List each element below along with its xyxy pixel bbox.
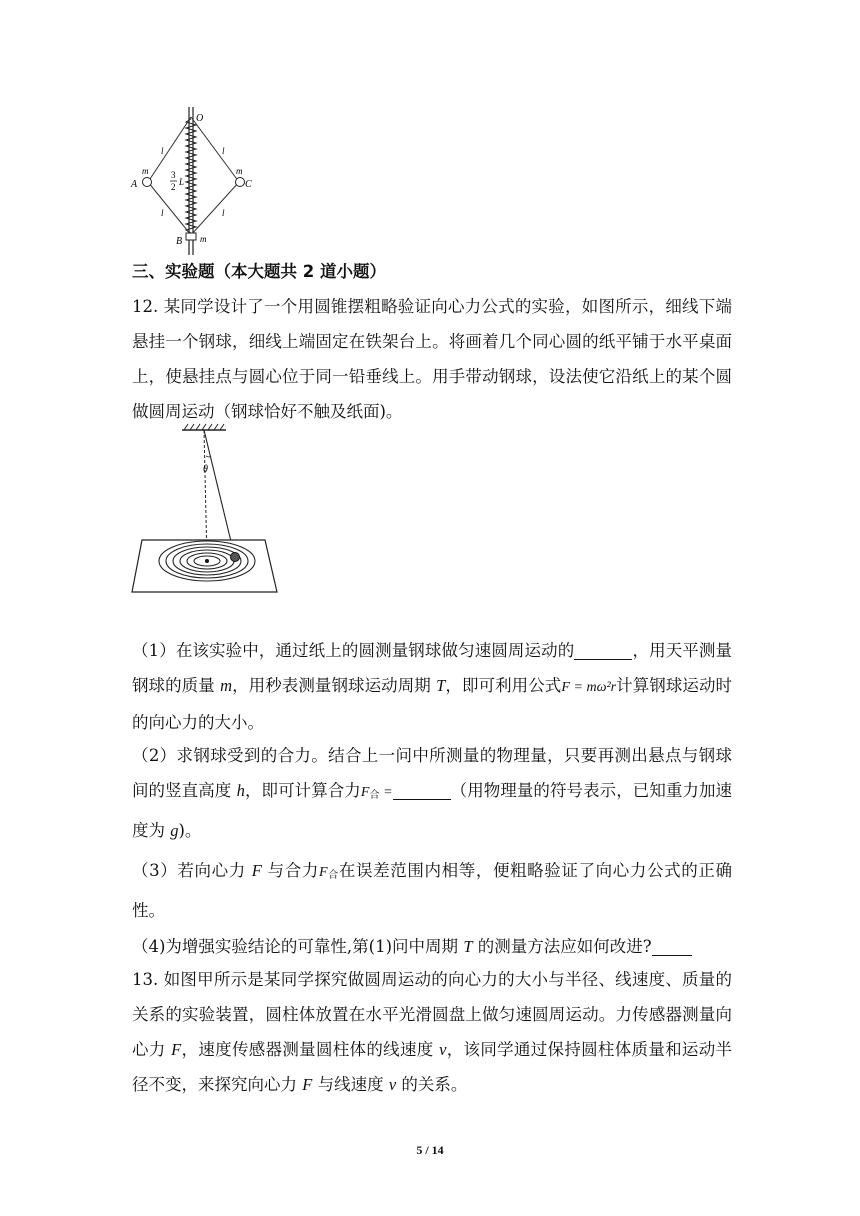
ball-a [143,178,152,187]
answer-blank-2[interactable] [393,781,451,800]
q12-p3-text-a: （3）若向心力 [132,861,252,880]
symbol-m: m [220,676,233,695]
q12-part3 [132,853,732,928]
symbol-v: v [439,1040,447,1059]
q13-text-d: 与线速度 [312,1075,389,1094]
steel-ball [231,553,240,562]
q13-text-b: ，速度传感器测量圆柱体的线速度 [181,1040,440,1059]
slider-b [186,233,196,240]
centripetal-formula: F = mω²r [561,680,617,695]
symbol-F-q13-2: F [302,1075,313,1094]
q12-p3-text-c: 在误差范围内相等，便粗略验证了向心力公式的正确性。 [132,861,733,920]
q12-p2-text-c: （用物理量的符号表示，已知重力加速度为 [132,781,733,840]
symbol-T: T [436,676,446,695]
subscript-net: 合 [369,790,380,801]
q13-text-a: 13. 如图甲所示是某同学探究做圆周运动的向心力的大小与半径、线速度、质量的关系的实验装置，圆柱体放置在水平光滑圆盘上做匀速圆周运动。力传感器测量向心力 [132,970,732,1059]
subscript-net-2: 合 [327,870,339,881]
symbol-h: h [236,781,245,800]
label-m-bottom: m [200,234,207,244]
label-spring-den: 2 [171,182,176,192]
spring [186,119,196,233]
symbol-g: g [170,821,179,840]
answer-blank-3[interactable] [652,937,692,956]
label-m-right: m [236,166,243,176]
label-spring-num: 3 [171,170,176,180]
q12-p1-text-e: 计算钢球运动时的向心力的大小。 [132,676,733,732]
label-spring-l: L [179,177,185,187]
label-l-4: l [222,208,225,218]
q12-stem [132,289,732,429]
conical-pendulum-figure [130,420,285,595]
symbol-F-q13: F [171,1040,182,1059]
page-number: 5 / 14 [416,1143,444,1157]
label-l-1: l [161,146,164,156]
answer-blank-1[interactable] [574,641,632,660]
label-l-2: l [222,146,225,156]
q12-p1-text-a: （1）在该实验中，通过纸上的圆测量钢球做匀速圆周运动的 [132,641,575,660]
symbol-F: F [251,861,262,880]
q12-stem-text: 12. 某同学设计了一个用圆锥摆粗略验证向心力公式的实验，如图所示，细线下端悬挂一个钢球，细线上端固定在铁架台上。将画着几个同心圆的纸平铺于水平桌面上，使悬挂点与圆心位于同一铅垂线上。用手带动钢球，设法使它沿纸上的某个圆做圆周运动（钢球恰好不触及纸面)。 [132,297,732,421]
q12-p2-text-d: )。 [178,821,202,840]
q12-p2-text-a: （2）求钢球受到的合力。结合上一问中所测量的物理量，只要再测出悬点与钢球间的竖直高度 [132,746,732,800]
q12-p4-text-b: 的测量方法应如何改进? [472,937,652,956]
q12-p1-text-b: ，用天平测量钢球的质量 [132,641,733,695]
label-b: B [176,236,183,247]
theta-label: θ [203,464,208,475]
q13-stem [132,962,732,1102]
label-a: A [131,179,138,190]
q12-p1-text-d: ，即可利用公式 [445,676,562,695]
symbol-v-2: v [388,1075,397,1094]
label-o: O [196,113,204,124]
rhombus-spring-figure [128,105,268,265]
q12-p4-text-a: （4)为增强实验结论的可靠性,第(1)问中周期 [132,937,464,956]
q12-part4 [132,929,732,964]
symbol-T-2: T [463,937,473,956]
q12-part2 [132,738,732,848]
ball-c [236,178,245,187]
section-heading: 三、实验题（本大题共 2 道小题） [132,262,386,281]
symbol-F-net: F [360,785,370,800]
q12-p1-text-c: ，用秒表测量钢球运动周期 [232,676,437,695]
q12-p2-text-b: ，即可计算合力 [244,781,361,800]
label-c: C [245,179,252,190]
symbol-F-net-2: F [319,865,328,880]
q13-text-e: 的关系。 [396,1075,468,1094]
label-m-left: m [142,166,149,176]
equals-sign: = [379,785,393,800]
q12-part1 [132,633,732,740]
q12-p3-text-b: 与合力 [261,861,320,880]
label-l-3: l [161,208,164,218]
q13-text-c: ，该同学通过保持圆柱体质量和运动半径不变，来探究向心力 [132,1040,733,1094]
